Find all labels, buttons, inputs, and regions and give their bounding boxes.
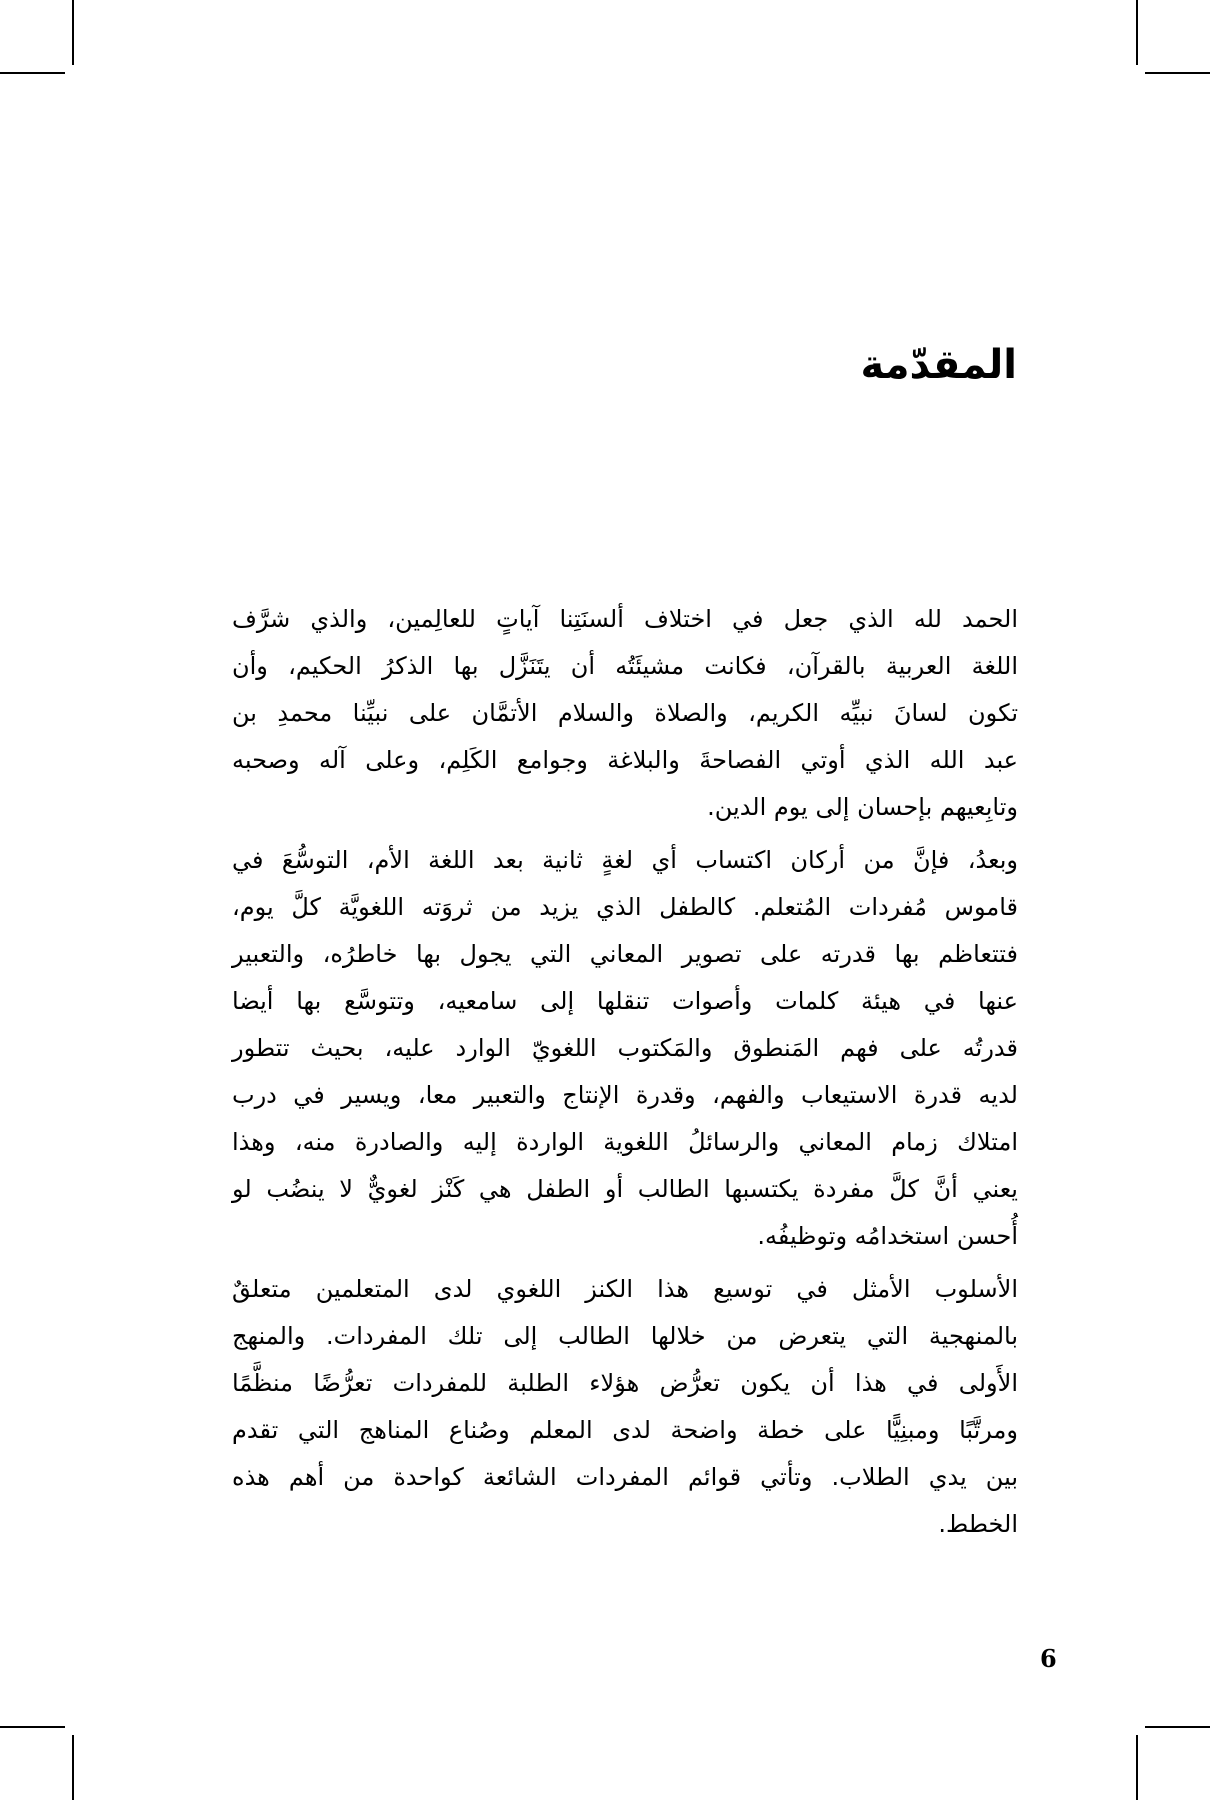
- text-line: الحمد لله الذي جعل في اختلاف ألسنَتِنا آياتٍ للعالِمين، والذي شرَّف: [232, 605, 1018, 633]
- crop-mark-bottom-right-vertical: [1136, 1735, 1138, 1800]
- text-line: وتابِعيهم بإحسان إلى يوم الدين.: [707, 793, 1018, 821]
- text-line: الأسلوب الأمثل في توسيع هذا الكنز اللغوي لدى المتعلمين متعلقٌ: [232, 1275, 1018, 1303]
- text-line: الخطط.: [938, 1510, 1018, 1538]
- text-line: عنها في هيئة كلمات وأصوات تنقلها إلى سامعيه، وتتوسَّع بها أيضا: [232, 987, 1018, 1015]
- crop-mark-top-right-vertical: [1136, 0, 1138, 65]
- text-line: بالمنهجية التي يتعرض من خلالها الطالب إلى تلك المفردات. والمنهج: [232, 1322, 1018, 1350]
- text-line: وبعدُ، فإنَّ من أركان اكتساب أي لغةٍ ثانية بعد اللغة الأم، التوسُّعَ في: [232, 846, 1018, 874]
- page-number: 6: [1040, 1644, 1057, 1673]
- crop-mark-bottom-left-horizontal: [0, 1726, 65, 1728]
- crop-mark-top-right-horizontal: [1145, 72, 1210, 74]
- text-line: أُحسن استخدامُه وتوظيفُه.: [757, 1222, 1018, 1250]
- text-line: عبد الله الذي أوتي الفصاحةَ والبلاغة وجوامع الكَلِم، وعلى آله وصحبه: [232, 746, 1018, 774]
- text-line: يعني أنَّ كلَّ مفردة يكتسبها الطالب أو الطفل هي كَنْز لغويٌّ لا ينضُب لو: [232, 1175, 1018, 1203]
- text-line: اللغة العربية بالقرآن، فكانت مشيئَتُه أن يتَنَزَّل بها الذكرُ الحكيم، وأن: [232, 652, 1018, 680]
- crop-mark-bottom-right-horizontal: [1145, 1726, 1210, 1728]
- text-line: بين يدي الطلاب. وتأتي قوائم المفردات الشائعة كواحدة من أهم هذه: [232, 1463, 1018, 1491]
- text-line: قاموس مُفردات المُتعلم. كالطفل الذي يزيد من ثروَته اللغويَّة كلَّ يوم،: [232, 893, 1018, 921]
- text-line: تكون لسانَ نبيِّه الكريم، والصلاة والسلام الأتمَّان على نبيِّنا محمدِ بن: [232, 699, 1018, 727]
- crop-mark-bottom-left-vertical: [72, 1735, 74, 1800]
- text-line: امتلاك زمام المعاني والرسائلُ اللغوية الواردة إليه والصادرة منه، وهذا: [232, 1128, 1018, 1156]
- text-line: ومرتَّبًا ومبنِيًّا على خطة واضحة لدى المعلم وصُناع المناهج التي تقدم: [232, 1416, 1018, 1444]
- text-line: لديه قدرة الاستيعاب والفهم، وقدرة الإنتاج والتعبير معا، ويسير في درب: [232, 1081, 1018, 1109]
- chapter-title: المقدّمة: [860, 342, 1017, 388]
- paragraph-2: [232, 837, 1018, 1260]
- text-line: الأَولى في هذا أن يكون تعرُّض هؤلاء الطلبة للمفردات تعرُّضًا منظَّمًا: [232, 1369, 1018, 1397]
- crop-mark-top-left-horizontal: [0, 72, 65, 74]
- paragraph-3: [232, 1266, 1018, 1548]
- body-text: [232, 596, 1018, 1554]
- text-line: قدرتُه على فهم المَنطوق والمَكتوب اللغويّ الوارد عليه، بحيث تتطور: [232, 1034, 1018, 1062]
- paragraph-1: [232, 596, 1018, 831]
- text-line: فتتعاظم بها قدرته على تصوير المعاني التي يجول بها خاطرُه، والتعبير: [232, 940, 1018, 968]
- crop-mark-top-left-vertical: [72, 0, 74, 65]
